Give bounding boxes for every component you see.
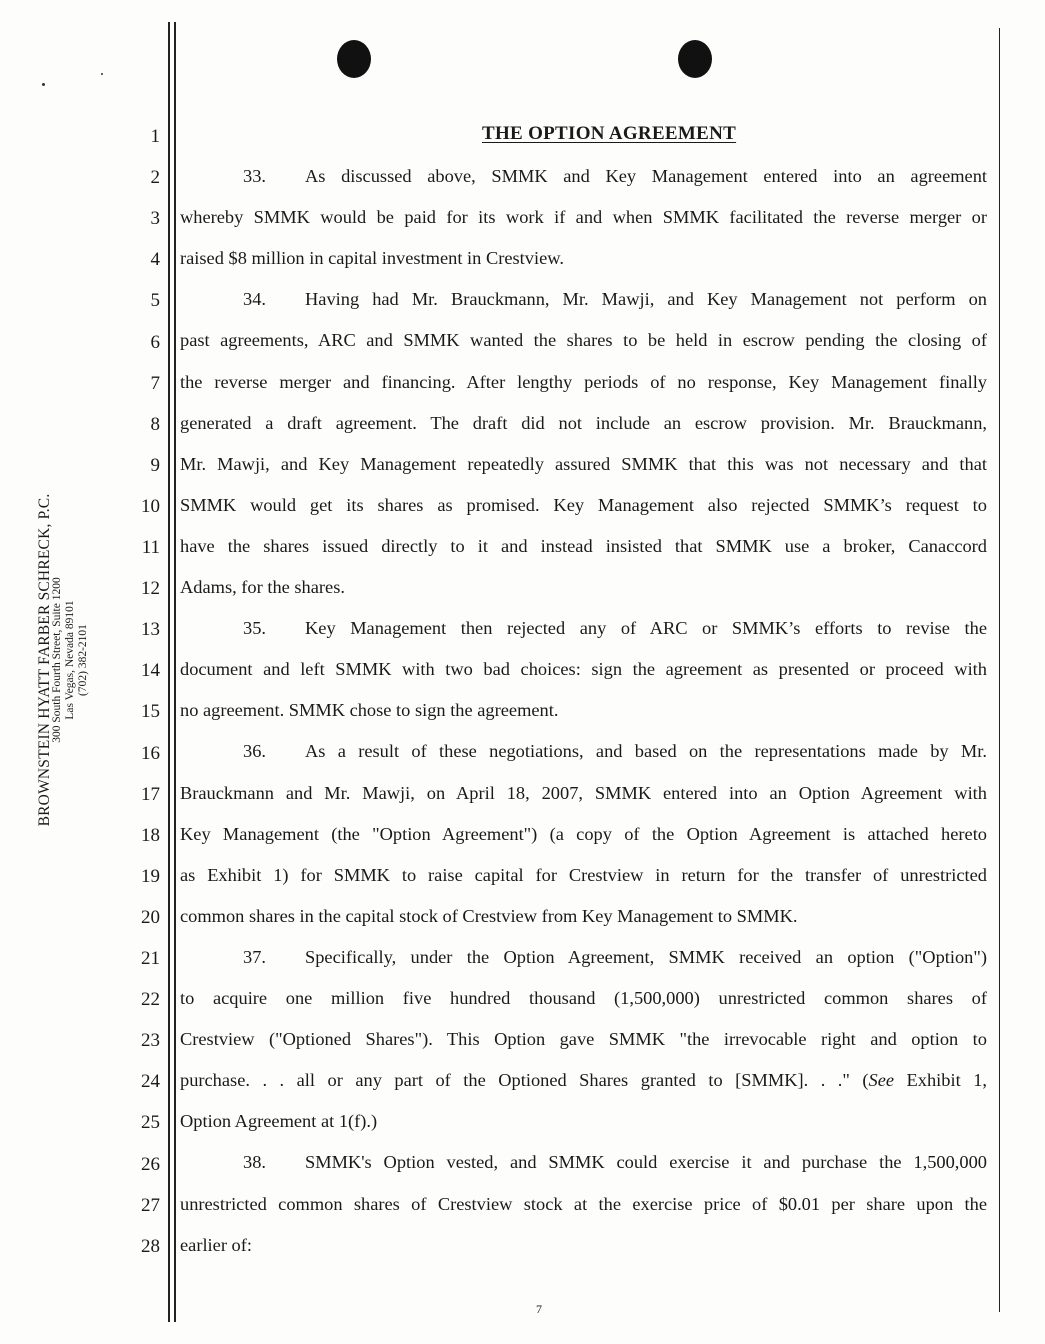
body-text-line: Option Agreement at 1(f).) (180, 1111, 378, 1132)
paragraph-number: 33. (243, 166, 266, 186)
line-number: 18 (141, 824, 160, 846)
line-number: 25 (141, 1112, 160, 1134)
punch-hole-left (337, 40, 371, 78)
scan-speck (42, 83, 45, 86)
body-text-line: Crestview ("Optioned Shares"). This Option gave SMMK "the irrevocable right and option to (180, 1029, 987, 1050)
body-text-line: past agreements, ARC and SMMK wanted the shares to be held in escrow pending the closing of (180, 330, 987, 351)
body-text-line: Adams, for the shares. (180, 577, 345, 597)
body-text-line: Key Management then rejected any of ARC or SMMK’s efforts to revise the (305, 618, 987, 639)
line-number: 23 (141, 1030, 160, 1052)
line-number: 8 (150, 413, 160, 435)
line-number: 17 (141, 783, 160, 805)
firm-address-city: Las Vegas, Nevada 89101 (64, 600, 76, 720)
line-number: 21 (141, 948, 160, 969)
line-number: 4 (150, 249, 160, 271)
line-number: 28 (141, 1235, 160, 1257)
line-number: 19 (141, 865, 160, 887)
paragraph-number: 37. (243, 946, 266, 967)
line-number: 14 (141, 660, 160, 682)
body-text-line: As discussed above, SMMK and Key Management entered into an agreement (305, 166, 987, 186)
line-number: 13 (141, 619, 160, 641)
line-number: 6 (150, 331, 160, 353)
left-margin-rule-inner (174, 22, 176, 1322)
body-text-line: As a result of these negotiations, and based on the representations made by Mr. (305, 741, 987, 762)
body-text-line: the reverse merger and financing. After lengthy periods of no response, Key Management finally (180, 371, 987, 392)
firm-name: BROWNSTEIN HYATT FARBER SCHRECK, P.C. (36, 493, 53, 827)
body-text-line: generated a draft agreement. The draft did not include an escrow provision. Mr. Brauckmann, (180, 412, 987, 433)
firm-address-street: 300 South Fourth Street, Suite 1200 (51, 577, 63, 743)
body-text-line: Brauckmann and Mr. Mawji, on April 18, 2007, SMMK entered into an Option Agreement with (180, 782, 987, 803)
body-text-line: unrestricted common shares of Crestview stock at the exercise price of $0.01 per share upon the (180, 1193, 987, 1214)
body-text-line: purchase. . . all or any part of the Optioned Shares granted to [SMMK]. . ." (See Exhibit 1, (180, 1070, 987, 1091)
line-number: 15 (141, 701, 160, 723)
body-text-line: SMMK would get its shares as promised. Key Management also rejected SMMK’s request to (180, 494, 987, 515)
line-number: 1 (150, 126, 160, 147)
right-margin-rule (999, 28, 1000, 1312)
left-margin-rule-outer (168, 22, 170, 1322)
line-number: 7 (150, 372, 160, 394)
body-text-line: to acquire one million five hundred thousand (1,500,000) unrestricted common shares of (180, 988, 987, 1008)
line-number: 10 (141, 495, 160, 517)
line-number: 26 (141, 1153, 160, 1175)
body-text-line: SMMK's Option vested, and SMMK could exercise it and purchase the 1,500,000 (305, 1152, 987, 1173)
body-text-line: earlier of: (180, 1234, 252, 1255)
line-number: 24 (141, 1071, 160, 1093)
line-number: 22 (141, 989, 160, 1011)
body-text-line: document and left SMMK with two bad choices: sign the agreement as presented or proceed with (180, 659, 987, 680)
body-text-line: no agreement. SMMK chose to sign the agreement. (180, 700, 559, 721)
body-text-line: whereby SMMK would be paid for its work if and when SMMK facilitated the reverse merger or (180, 207, 987, 228)
paragraph-number: 36. (243, 741, 266, 762)
paragraph-number: 34. (243, 289, 266, 310)
firm-phone: (702) 382-2101 (77, 624, 89, 696)
paragraph-number: 38. (243, 1152, 266, 1173)
scan-speck (101, 73, 103, 75)
line-number: 16 (141, 742, 160, 764)
line-number: 3 (150, 208, 160, 230)
line-number: 2 (150, 167, 160, 189)
body-text-line: raised $8 million in capital investment in Crestview. (180, 248, 564, 269)
section-heading: THE OPTION AGREEMENT (482, 123, 737, 144)
body-text-line: as Exhibit 1) for SMMK to raise capital for Crestview in return for the transfer of unrestricted (180, 864, 987, 885)
body-text-line: have the shares issued directly to it and instead insisted that SMMK use a broker, Canaccord (180, 535, 987, 556)
punch-hole-right (678, 40, 712, 78)
line-number: 12 (141, 578, 160, 600)
line-number: 20 (141, 906, 160, 928)
body-text-line: Key Management (the "Option Agreement") (a copy of the Option Agreement is attached hereto (180, 823, 987, 844)
line-number: 5 (150, 290, 160, 312)
line-number: 9 (150, 454, 160, 476)
body-text-line: Mr. Mawji, and Key Management repeatedly assured SMMK that this was not necessary and that (180, 453, 987, 474)
body-text-line: common shares in the capital stock of Crestview from Key Management to SMMK. (180, 905, 798, 926)
body-text-line: Having had Mr. Brauckmann, Mr. Mawji, and Key Management not perform on (305, 289, 987, 310)
paragraph-number: 35. (243, 618, 266, 639)
page-number: 7 (536, 1302, 542, 1316)
body-text-line: Specifically, under the Option Agreement, SMMK received an option ("Option") (305, 946, 987, 967)
line-number: 11 (141, 537, 160, 558)
line-number: 27 (141, 1194, 160, 1216)
